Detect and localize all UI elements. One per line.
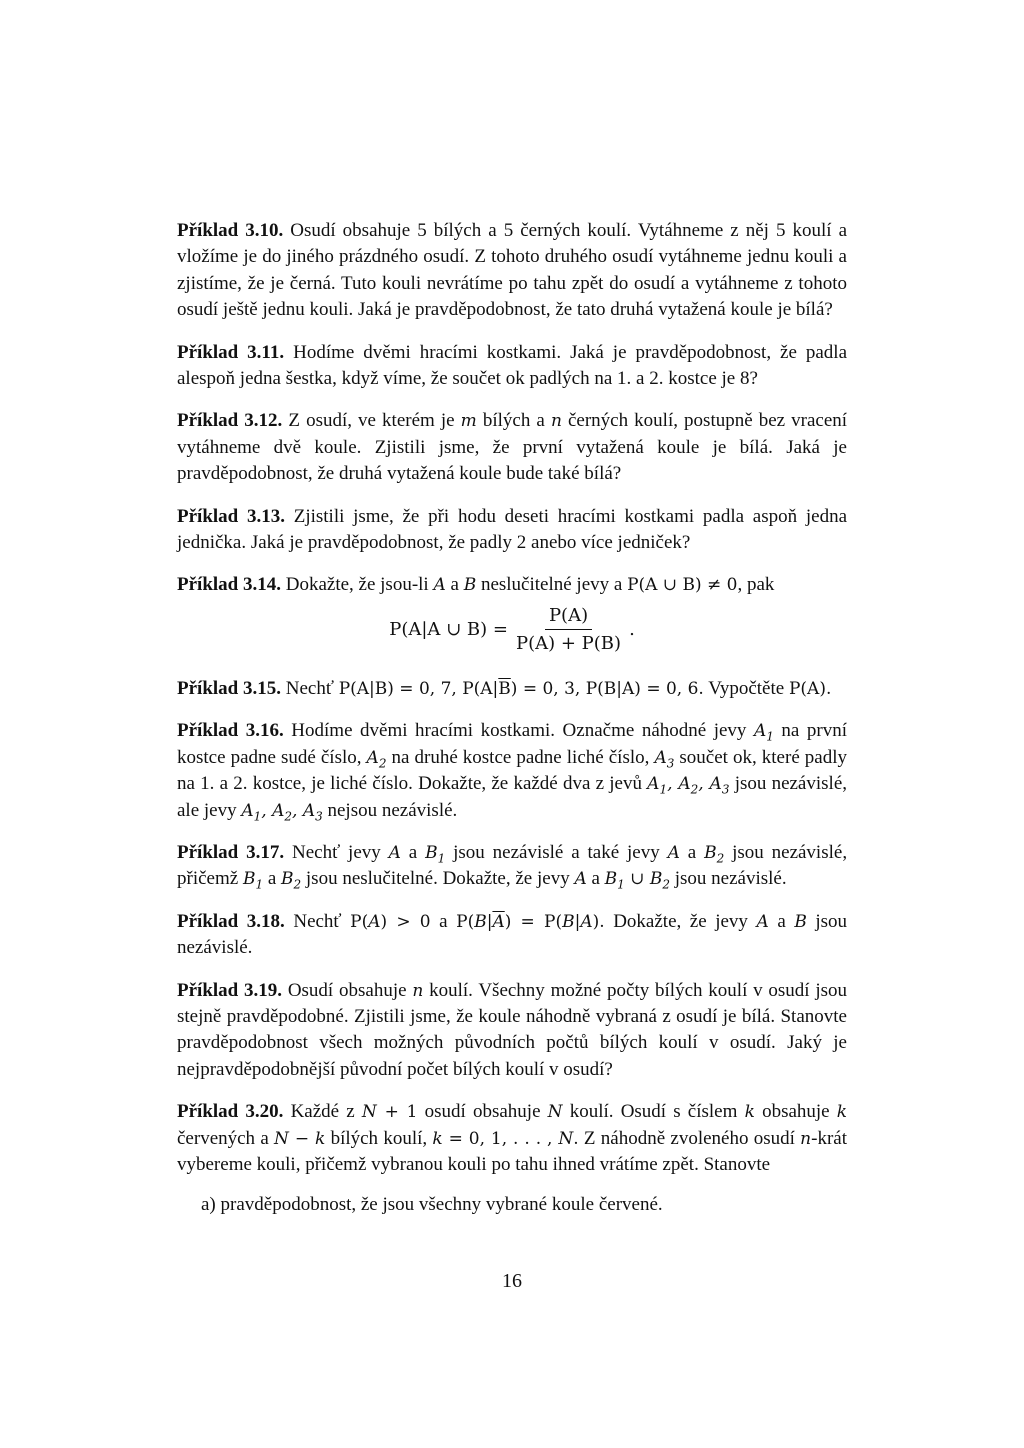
exercise-text: Z osudí, ve kterém je [288, 410, 455, 432]
exercise-label: Příklad 3.10. [177, 220, 284, 241]
math-part: P(A|B) = 0, 7, P(A| [338, 678, 499, 699]
math-var: A [667, 842, 680, 863]
math-expression: N + 1 [361, 1102, 418, 1123]
math-var: k [744, 1102, 755, 1123]
exercise-text: Nechť [285, 677, 334, 699]
fraction-numerator: P(A) [545, 605, 592, 630]
display-formula [177, 605, 847, 654]
exercise-text: Každé z [290, 1101, 355, 1123]
exercise-label: Příklad 3.13. [177, 505, 285, 527]
math-var: n [412, 980, 424, 1001]
exercise-label: Příklad 3.11. [177, 341, 285, 363]
math-expression: P(A) > 0 [350, 911, 431, 932]
exercise-text: červených a [177, 1127, 269, 1149]
exercise-3-14 [177, 572, 847, 598]
exercise-text: bílých a [482, 410, 545, 432]
math-var: $A_1$, $A_2$, $A_3$ [241, 800, 323, 823]
math-var: $A_1$, $A_2$, $A_3$ [647, 774, 730, 797]
exercise-text: bílých koulí, [330, 1127, 428, 1149]
exercise-label: Příklad 3.17. [177, 841, 285, 863]
sub-item-a: a) pravděpodobnost, že jsou všechny vybrané koule červené. [201, 1194, 663, 1216]
exercise-3-16 [177, 718, 847, 824]
exercise-3-13 [177, 504, 847, 557]
exercise-label: Příklad 3.18. [177, 910, 285, 932]
exercise-3-11 [177, 340, 847, 393]
math-var: A [388, 842, 401, 863]
exercise-label: Příklad 3.12. [177, 410, 283, 432]
exercise-text: Vypočtěte [708, 677, 785, 699]
exercise-text: koulí. Osudí s číslem [569, 1101, 738, 1123]
exercise-text: Osudí obsahuje [287, 979, 407, 1001]
math-var: n [550, 411, 562, 432]
math-var: $B_2$ [281, 869, 302, 892]
math-part: ) = 0, 3, P(B|A) = 0, 6. [510, 678, 704, 699]
exercise-text: Nechť jevy [291, 841, 381, 863]
exercise-list [177, 218, 847, 1219]
math-expression [339, 679, 704, 699]
exercise-3-18: Příklad 3.18. Nechť P(A) > 0 a $P(B|\overline{A}) = P(B|A)$. Dokažte, že jevy A a B jsou nezávislé. [177, 910, 848, 959]
math-complement: $\overline{B}$ [498, 678, 511, 699]
exercise-text: Osudí obsahuje 5 bílých a 5 černých koulí. Vytáhneme z něj 5 koulí a vložíme je do jiného prázdného osudí. Z tohoto druhého osudí vytáhneme jednu kouli a zjistíme, že je černá. Tuto kouli nevrátíme po tahu zpět do osudí a vytáhneme z tohoto osudí ještě jednu kouli. Jaká je pravděpodobnost, že tato druhá vytažená koule je bílá? [177, 220, 847, 321]
exercise-3-19 [177, 978, 847, 1084]
math-var: $B_1$ [425, 842, 446, 866]
math-var: A [574, 869, 587, 890]
exercise-text: jsou neslučitelné. Dokažte, že jevy [305, 868, 570, 890]
exercise-3-15 [177, 676, 847, 702]
exercise-text: Zjistili jsme, že při hodu deseti hracími kostkami padla aspoň jedna jednička. Jaká je pravděpodobnost, že padly 2 anebo více jedniček? [177, 505, 847, 554]
math-var: N [547, 1102, 563, 1123]
math-var: B [794, 911, 807, 932]
math-var: k [836, 1102, 848, 1123]
exercise-text: Hodíme dvěmi hracími kostkami. Označme náhodné jevy [291, 720, 747, 742]
exercise-text: Hodíme dvěmi hracími kostkami. Jaká je pravděpodobnost, že padla alespoň jedna šestka, když víme, že součet ok padlých na 1. a 2. kostce je 8? [177, 341, 848, 390]
math-expression: P(A ∪ B) ≠ 0 [627, 575, 738, 596]
exercise-text: a [450, 574, 459, 596]
math-var: B [463, 575, 477, 596]
math-var: $B_1$ ∪ $B_2$ [604, 869, 670, 892]
exercise-3-12 [177, 408, 847, 487]
exercise-text: Dokažte, že jsou-li [285, 574, 429, 596]
page-number: 16 [502, 1270, 522, 1292]
exercise-3-10 [177, 218, 847, 324]
exercise-label: Příklad 3.14. [177, 574, 281, 596]
math-var: $A_3$ [654, 747, 675, 771]
formula-lhs: P(A|A ∪ B) = [389, 618, 508, 640]
exercise-text: jsou nezávislé, přičemž [177, 841, 848, 890]
exercise-text: -krát vybereme kouli, přičemž vybranou kouli po tahu ihned vrátíme zpět. Stanovte [177, 1127, 847, 1175]
exercise-text: neslučitelné jevy a [480, 574, 623, 596]
exercise-label: Příklad 3.20. [177, 1101, 284, 1123]
math-var: n [800, 1128, 812, 1149]
exercise-3-17: Příklad 3.17. Nechť jevy A a $B_1$ jsou nezávislé a také jevy A a $B_2$ jsou nezávislé, přičemž $B_1$ a $B_2$ jsou neslučitelné. Dokažte, že jevy A a $B_1$ ∪ $B_2$ jsou nezávislé. [177, 841, 848, 892]
math-var: $B_1$ [242, 869, 264, 892]
math-var: $A_1$ [753, 721, 774, 744]
exercise-text: obsahuje [762, 1101, 830, 1123]
exercise-text: na druhé kostce padne liché číslo, [391, 746, 650, 768]
math-expression: k = 0, 1, . . . , N. [432, 1128, 579, 1149]
exercise-text: , pak [737, 574, 775, 596]
exercise-text: jsou nezávislé a také jevy [453, 841, 660, 863]
exercise-text: na první kostce padne sudé číslo, [177, 720, 847, 768]
exercise-3-20 [177, 1099, 847, 1178]
math-var: $B_2$ [704, 842, 725, 866]
math-expression: P(A). [788, 678, 832, 699]
exercise-text: černých koulí, postupně bez vracení vytáhneme dvě koule. Zjistili jsme, že první vytažená koule je bílá. Jaká je pravděpodobnost, že druhá vytažená koule bude také bílá? [177, 410, 848, 485]
math-expression: $P(B|\overline{A}) = P(B|A)$. [456, 911, 605, 932]
exercise-label: Příklad 3.19. [177, 979, 283, 1001]
exercise-text: osudí obsahuje [424, 1101, 541, 1123]
math-var: $A_2$ [366, 747, 387, 771]
exercise-text: Z náhodně zvoleného osudí [583, 1127, 795, 1149]
math-var: A [433, 575, 446, 596]
exercise-label: Příklad 3.16. [177, 720, 284, 742]
fraction [512, 605, 625, 654]
exercise-text: koulí. Všechny možné počty bílých koulí v osudí jsou stejně pravděpodobné. Zjistili jsme, že koule náhodně vybraná z osudí je bílá. Stanovte pravděpodobnost všech možných původních počtů bílých koulí v osudí. Jaký je nejpravděpodobnější původní počet bílých koulí v osudí? [177, 979, 848, 1080]
exercise-text: součet ok, které padly na 1. a 2. kostce, je liché číslo. Dokažte, že každé dva z jevů [177, 746, 848, 795]
math-expression: N − k [274, 1128, 326, 1149]
formula-period: . [629, 618, 635, 640]
exercise-text: jsou nezávislé, ale jevy [177, 773, 848, 821]
exercise-text: jsou nezávislé. [177, 910, 848, 959]
exercise-text: Dokažte, že jevy [613, 910, 748, 932]
exercise-text: jsou nezávislé. [674, 868, 787, 890]
math-var: A [756, 911, 769, 932]
fraction-denominator: P(A) + P(B) [515, 632, 622, 654]
exercise-text: nejsou nezávislé. [327, 799, 458, 821]
exercise-text: Nechť [293, 910, 342, 932]
math-var: m [460, 411, 477, 432]
exercise-label: Příklad 3.15. [177, 677, 281, 699]
